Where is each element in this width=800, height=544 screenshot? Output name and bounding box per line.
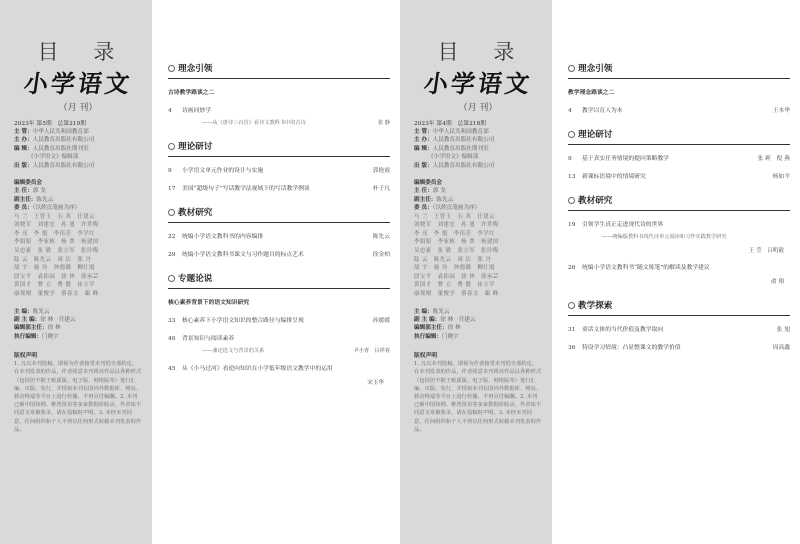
circle-bullet-icon [168,143,175,150]
magazine-title: 小学语文 [422,69,535,98]
article-title: 统编小学语文教科书课文与习作题目的标点艺术 [182,252,304,258]
toc-entry[interactable] [568,342,790,351]
article-subtitle: ——兼论选文与背景的关系 [202,348,265,354]
member-row: 刘晓军 刘建宏 孙 旭 许世梅 [14,222,99,229]
section-divider [168,78,390,79]
page-number: 9 [568,156,572,162]
contents-heading: 目 录 [37,40,129,64]
page-number: 29 [168,252,176,258]
section-linian-yinling [568,62,790,114]
article-title: 特设学习情境：凸显整课文的教学价值 [582,345,681,351]
article-title: 童话文体的当代价值及教学取向 [582,327,664,333]
section-title: 理论研讨 [178,142,213,152]
toc-entry[interactable] [168,333,390,342]
circle-bullet-icon [568,65,575,72]
article-title: 基于真实任务情境的提问策略教学 [582,156,669,162]
toc-entry[interactable] [168,249,390,258]
page-number: 45 [168,366,176,372]
member-row: 陆 云 陈先云 周 洁 郑 丹 [414,256,492,263]
article-author: 张 莉 倪 燕 [757,156,790,162]
toc-entry[interactable] [168,231,390,240]
toc-entry[interactable] [568,219,790,228]
page-number: 33 [168,318,176,324]
section-title: 专题论说 [178,274,213,284]
board-member-list [14,213,142,299]
toc-entry[interactable] [168,183,390,192]
copyright-text: 1. 凡以本刊投稿，即视为作者接受本刊的全部约定。在本刊发表的作品，作者同意本刊将该作品以各种形式（包括但不限于纸质版、电子版、网络版等）进行汇编、出版、发行，并授权本刊在国内外数据库、网站、移动终端等平台上进行传播，不再另付稿酬。2. 本刊已被中国知网、维普资讯等多家数据库收录，作者如不同意文章被收录，请在投稿时声明。3. 未经本刊同意，任何组织和个人不得以任何形式转载本刊发表的作品。 [414,361,542,433]
page-number: 36 [568,345,576,351]
left-table-of-contents [152,0,400,544]
article-author: 朴子凡 [372,186,390,192]
toc-entry[interactable] [568,153,790,162]
page-number: 4 [568,108,572,114]
article-author: 徐金柏 [372,252,390,258]
circle-bullet-icon [568,131,575,138]
circle-bullet-icon [568,197,575,204]
member-row: 黄国才 曹 立 曹 健 崔立学 [414,282,496,289]
toc-entry[interactable] [168,315,390,324]
article-title: 统编小学语文教科书“随文练笔”的解读及教学建议 [582,265,710,271]
article-author: 张 旭 [776,327,790,333]
section-title: 教学探索 [578,301,613,311]
article-title: 统编小学语文教科书的内容编排 [182,234,264,240]
page-number: 19 [568,222,576,228]
section-lilun-yantao [168,140,390,192]
page-number: 26 [568,265,576,271]
section-jiaocai-yanjiu [568,194,790,285]
board-member-list [414,213,542,299]
member-row: 康现刚 董俊学 蔡春文 霸 峰 [14,291,99,297]
section-title: 教材研究 [178,208,213,218]
staff-info: 主 编：陈先云 副 主 编：徐 林 任建云 编辑部主任：徐 林 执行编辑：门晓宇 [14,308,76,340]
article-subtitle: ——从《唐诗三百首》看诗文教科书中的古诗 [202,120,306,126]
section-title: 教材研究 [578,196,613,206]
member-row: 刘晓军 刘建宏 孙 旭 许世梅 [414,222,499,229]
section-linian-yinling [168,62,390,126]
article-author: 郭艳霞 [372,168,390,174]
article-author: 周高鑫 [772,345,790,351]
toc-entry[interactable] [568,262,790,271]
toc-entry[interactable] [568,171,790,180]
section-jiaoxue-tansuo [568,299,790,351]
article-title: 美国“超级句子”写话教学法视域下的写话教学例谈 [182,186,310,192]
toc-entry[interactable] [168,363,390,372]
article-title: 小学语文单元作业的设计与实施 [182,168,264,174]
section-zhuanti-lunshuo [168,272,390,386]
member-row: 胡 宇 施 玲 钟德赣 柳红霞 [414,265,496,272]
circle-bullet-icon [168,209,175,216]
article-title: 新课标语境中的情境研究 [582,174,646,180]
member-row: 段宝平 袁佑园 徐 林 徐承芸 [414,273,499,280]
member-row: 陆 云 陈先云 周 洁 郑 丹 [14,256,92,263]
toc-entry[interactable] [168,105,390,114]
section-divider [168,222,390,223]
copyright-text: 1. 凡以本刊投稿，即视为作者接受本刊的全部约定。在本刊发表的作品，作者同意本刊将该作品以各种形式（包括但不限于纸质版、电子版、网络版等）进行汇编、出版、发行，并授权本刊在国内外数据库、网站、移动终端等平台上进行传播，不再另付稿酬。2. 本刊已被中国知网、维普资讯等多家数据库收录，作者如不同意文章被收录，请在投稿时声明。3. 未经本刊同意，任何组织和个人不得以任何形式转载本刊发表的作品。 [14,361,142,433]
copyright-title: 版权声明 [14,353,38,360]
article-author: 杨如平 [772,174,790,180]
editorial-board: 编辑委员会 主 任：郭 戈 副主任：陈先云 委 员：（以姓氏笔画为序） [414,179,542,213]
section-divider [568,144,790,145]
toc-subtitle [168,347,390,354]
toc-subtitle [568,233,790,240]
member-row: 段宝平 袁佑园 徐 林 徐承芸 [14,273,99,280]
section-divider [568,78,790,79]
issue-number: 2023年 第5期 总第219期 [14,121,86,127]
section-title: 理论研讨 [578,130,613,140]
member-row: 李娟娟 李家栋 杨 翠 杨建国 [14,239,99,246]
editorial-board-title: 编辑委员会 [414,180,442,187]
article-author: 王 莹 吕明毅 [748,248,784,254]
publisher-info: 主 管：中华人民共和国教育部 主 办：人民教育出版社有限公司 编 辑：人民教育出版社期刊室 《小学语文》编辑部 出 版：人民教育出版社有限公司 [14,129,95,169]
editorial-board: 编辑委员会 主 任：郭 戈 副主任：陈先云 委 员：（以姓氏笔画为序） [14,179,142,213]
article-title: 核心素养下小学语文知识的整合路径与编排呈现 [182,318,304,324]
page-number: 17 [168,186,176,192]
section-title: 理念引领 [578,64,613,74]
frequency-label: （月 刊） [58,103,98,113]
member-row: 黄国才 曹 立 曹 健 崔立学 [14,282,96,289]
page-number: 13 [568,174,576,180]
circle-bullet-icon [568,302,575,309]
right-masthead-sidebar [400,0,552,544]
page-number: 22 [168,234,176,240]
article-subtitle: ——统编版教科书现代诗单元阅读和习作实践教学研究 [602,234,727,240]
page-number: 9 [168,168,172,174]
section-subhead: 古诗教学路谈之二 [168,90,215,96]
frequency-label: （月 刊） [458,103,498,113]
page-number: 4 [168,108,172,114]
left-masthead-sidebar [0,0,152,544]
article-author: 孙媛媛 [372,318,390,324]
section-divider [568,315,790,316]
toc-entry[interactable] [568,324,790,333]
circle-bullet-icon [168,275,175,282]
member-row: 马 兰 王智玉 石 英 任建云 [14,213,96,220]
section-title: 理念引领 [178,64,213,74]
staff-info: 主 编：陈先云 副 主 编：徐 林 任建云 编辑部主任：徐 林 执行编辑：门晓宇 [414,308,476,340]
toc-entry[interactable] [168,165,390,174]
contents-heading: 目 录 [437,40,529,64]
article-author: 俞 翔 [771,279,784,285]
member-row: 康现刚 董俊学 蔡春文 霸 峰 [414,291,499,297]
magazine-title: 小学语文 [22,69,135,98]
toc-entry[interactable] [568,105,790,114]
right-table-of-contents [552,0,800,544]
member-row: 李娟娟 李家栋 杨 翠 杨建国 [414,239,499,246]
copyright-declaration [414,350,542,434]
publisher-info: 主 管：中华人民共和国教育部 主 办：人民教育出版社有限公司 编 辑：人民教育出版社期刊室 《小学语文》编辑部 出 版：人民教育出版社有限公司 [414,129,495,169]
article-author: 陈先云 [372,234,390,240]
toc-subtitle [168,119,390,126]
editorial-board-title: 编辑委员会 [14,180,42,187]
article-title: 引领学生真正走进现代诗的世界 [582,222,664,228]
issue-number: 2023年 第4期 总第218期 [414,121,486,127]
section-divider [568,210,790,211]
member-row: 吴忠豪 张 敏 张立军 张玲梅 [14,248,99,255]
section-divider [168,288,390,289]
article-title: 从《小马过河》看逆向知识在小学低年级语文教学中的运用 [182,366,333,372]
article-author: 张 静 [377,120,390,126]
copyright-title: 版权声明 [414,353,438,360]
article-title: 教学以育人为本 [582,108,623,114]
member-row: 胡 宇 施 玲 钟德赣 柳红霞 [14,265,96,272]
copyright-declaration [14,350,142,434]
article-title: 背景知识与阅读素养 [182,336,235,342]
page-number: 31 [568,327,576,333]
member-row: 李 亮 李 旭 李伟芳 李学红 [414,230,496,237]
page-number: 40 [168,336,176,342]
article-author: 宋玉华 [367,380,384,386]
article-author: 王本华 [772,108,790,114]
section-subhead: 教学理念路谈之二 [568,90,615,96]
circle-bullet-icon [168,65,175,72]
section-subhead: 核心素养背景下的语文知识研究 [168,300,250,306]
section-lilun-yantao [568,128,790,180]
section-jiaocai-yanjiu [168,206,390,258]
member-row: 李 亮 李 旭 李伟芳 李学红 [14,230,96,237]
article-title: 诗画同妙学 [182,108,211,114]
section-divider [168,156,390,157]
article-author: 尹小青 吕祥春 [353,348,390,354]
member-row: 马 兰 王智玉 石 英 任建云 [414,213,496,220]
member-row: 吴忠豪 张 敏 张立军 张玲梅 [414,248,499,255]
